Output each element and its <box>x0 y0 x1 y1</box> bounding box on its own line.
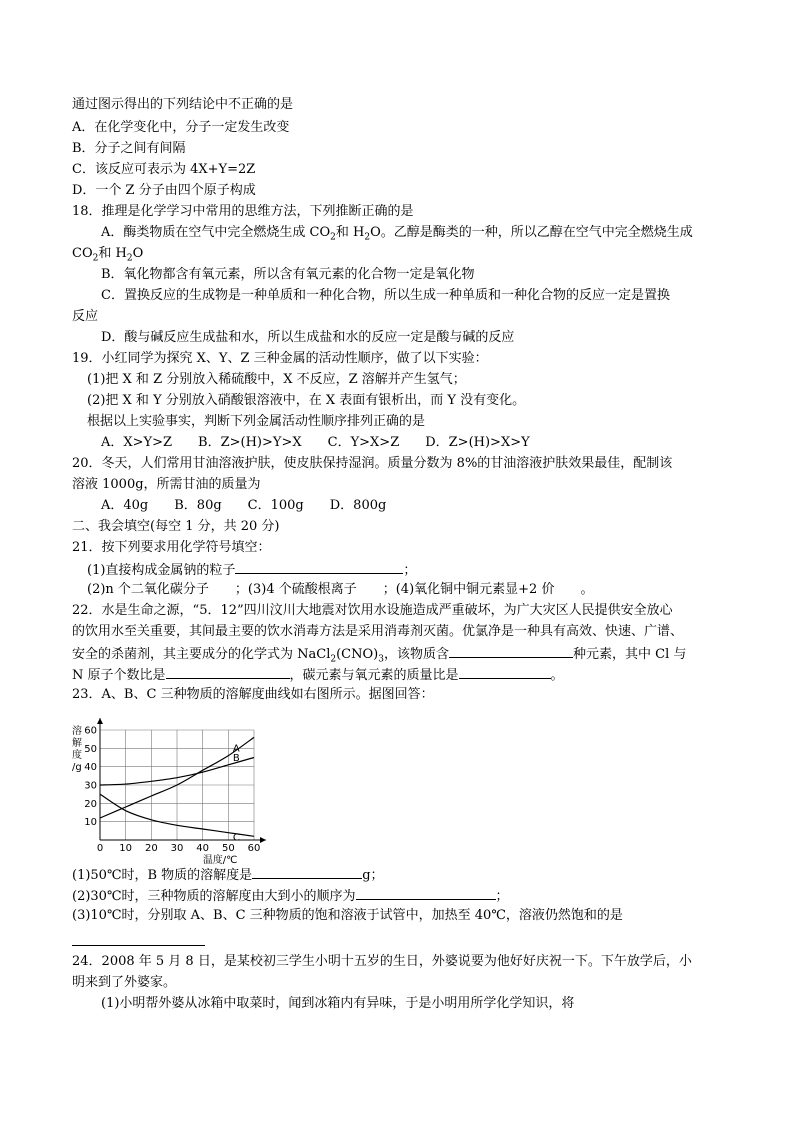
q18-option-d: D．酸与碱反应生成盐和水，所以生成盐和水的反应一定是酸与碱的反应 <box>101 330 515 345</box>
q18-option-c: C．置换反应的生成物是一种单质和一种化合物，所以生成一种单质和一种化合物的反应一定是置换 <box>101 288 670 303</box>
q17-option-a: A．在化学变化中，分子一定发生改变 <box>72 120 290 135</box>
q20-line-2: 溶液 1000g，所需甘油的质量为 <box>72 477 261 492</box>
x-tick-label: 20 <box>144 843 158 854</box>
q17-option-b: B．分子之间有间隔 <box>72 141 186 156</box>
y-axis-label-char: 度 <box>72 750 82 761</box>
answer-blank[interactable] <box>356 887 496 900</box>
q22-line-2: 的饮用水至关重要，其间最主要的饮水消毒方法是采用消毒剂灭菌。优氯净是一种具有高效、快速、广谱、 <box>72 624 684 639</box>
q24-line-2: 明来到了外婆家。 <box>72 975 177 990</box>
answer-blank[interactable] <box>166 666 290 679</box>
q18-stem: 18．推理是化学学习中常用的思维方法，下列推断正确的是 <box>72 204 414 219</box>
series-label-b: B <box>232 752 240 764</box>
footnote-divider <box>72 945 205 946</box>
q21-part-1: (1)直接构成金属钠的粒子 ； <box>87 563 417 578</box>
q21-part-2-4: (2)n 个二氧化碳分子 ；(3)4 个硫酸根离子 ；(4)氧化铜中铜元素显+2 价 。 <box>87 582 594 597</box>
y-tick-label: 10 <box>84 817 97 829</box>
y-tick-label: 60 <box>84 725 97 737</box>
q24-line-3: (1)小明帮外婆从冰箱中取菜时，闻到冰箱内有异味，于是小明用所学化学知识，将 <box>101 996 575 1011</box>
q19-step-1: (1)把 X 和 Z 分别放入稀硫酸中，X 不反应，Z 溶解并产生氢气； <box>87 372 466 387</box>
q19-options: A．X>Y>Z B．Z>(H)>Y>X C．Y>X>Z D．Z>(H)>X>Y <box>101 435 530 450</box>
q23-part-1: (1)50℃时，B 物质的溶解度是 g； <box>72 868 384 883</box>
q19-step-2: (2)把 X 和 Y 分别放入硝酸银溶液中，在 X 表面有银析出，而 Y 没有变化。 <box>87 393 526 408</box>
x-axis-arrow <box>260 837 266 843</box>
series-label-c: C <box>232 832 240 844</box>
series-label-a: A <box>232 743 240 755</box>
x-tick-label: 40 <box>196 843 210 854</box>
q23-part-3: (3)10℃时，分别取 A、B、C 三种物质的饱和溶液于试管中，加热至 40℃，溶液仍然饱和的是 <box>72 908 623 923</box>
q22-line-1: 22．水是生命之源，“5．12”四川汶川大地震对饮用水设施造成严重破坏，为广大灾区人民提供安全放心 <box>72 603 673 618</box>
y-axis-arrow <box>97 718 103 724</box>
x-tick-label: 30 <box>170 843 184 854</box>
q18-option-a: A．酶类物质在空气中完全燃烧生成 $CO_2$和 $H_2O$。乙醇是酶类的一种，所以乙醇在空气中完全燃烧生成 <box>101 225 693 243</box>
y-tick-label: 30 <box>84 780 97 792</box>
q20-options: A．40g B．80g C．100g D．800g <box>101 498 387 513</box>
q18-option-c-cont: 反应 <box>72 309 99 324</box>
x-tick-label: 60 <box>247 843 261 854</box>
y-tick-label: 40 <box>84 762 97 774</box>
x-tick-label: 50 <box>221 843 235 854</box>
q19-stem: 19．小红同学为探究 X、Y、Z 三种金属的活动性顺序，做了以下实验： <box>72 351 488 366</box>
q18-option-a-cont: $CO_2$和 $H_2O$ <box>72 246 144 264</box>
x-tick-label: 0 <box>96 843 104 854</box>
q19-step-3: 根据以上实验事实，判断下列金属活动性顺序排列正确的是 <box>87 414 426 429</box>
y-axis-label-char: 解 <box>72 738 82 749</box>
chart-axes <box>97 718 266 843</box>
y-axis-label-char: /g <box>72 762 82 773</box>
q17-option-d: D．一个 Z 分子由四个原子构成 <box>72 183 256 198</box>
q23-part-2: (2)30℃时，三种物质的溶解度由大到小的顺序为 ； <box>72 889 509 904</box>
q17-option-c: C．该反应可表示为 4X+Y=2Z <box>72 162 256 177</box>
q22-line-4: N 原子个数比是 ，碳元素与氧元素的质量比是 。 <box>72 668 564 683</box>
answer-blank[interactable] <box>235 561 403 574</box>
y-axis-label-char: 溶 <box>72 726 82 737</box>
q22-line-3: 安全的杀菌剂，其主要成分的化学式为 $NaCl_2(CNO)_3$，该物质含 种元素，其中 Cl 与 <box>72 647 687 665</box>
q21-stem: 21．按下列要求用化学符号填空： <box>72 540 271 555</box>
y-tick-label: 20 <box>84 798 97 810</box>
q23-stem: 23．A、B、C 三种物质的溶解度曲线如右图所示。据图回答： <box>72 687 434 702</box>
answer-blank[interactable] <box>459 666 551 679</box>
y-tick-label: 50 <box>84 743 97 755</box>
q24-line-1: 24．2008 年 5 月 8 日，是某校初三学生小明十五岁的生日，外婆说要为他好好庆祝一下。下午放学后，小 <box>72 954 692 969</box>
answer-blank[interactable] <box>252 866 362 879</box>
x-tick-label: 10 <box>119 843 133 854</box>
q18-option-b: B．氧化物都含有氧元素，所以含有氧元素的化合物一定是氧化物 <box>101 267 475 282</box>
q17-stem: 通过图示得出的下列结论中不正确的是 <box>72 97 294 112</box>
answer-blank[interactable] <box>449 645 573 658</box>
solubility-chart <box>70 712 270 864</box>
x-axis-label: 温度/℃ <box>202 855 238 864</box>
y-axis-label <box>72 724 82 773</box>
section-2-heading: 二、我会填空(每空 1 分，共 20 分) <box>72 519 280 534</box>
q20-line-1: 20．冬天，人们常用甘油溶液护肤，使皮肤保持湿润。质量分数为 8%的甘油溶液护肤效果最佳，配制该 <box>72 456 673 471</box>
